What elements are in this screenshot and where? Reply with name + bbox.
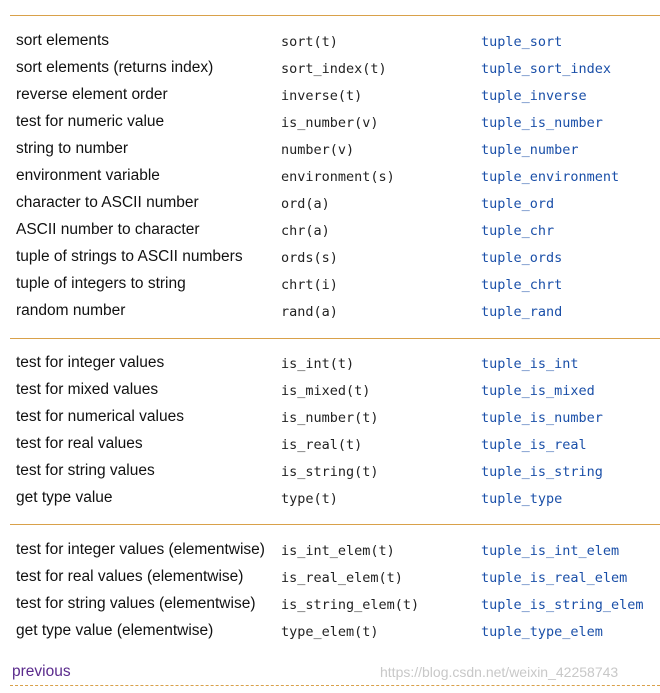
operator-link[interactable]: tuple_environment bbox=[481, 169, 620, 185]
table-row bbox=[16, 113, 656, 140]
description-cell: test for integer values (elementwise) bbox=[16, 541, 265, 558]
table-row bbox=[16, 381, 656, 408]
operator-cell: is_int_elem(t) bbox=[281, 543, 395, 559]
operator-cell: number(v) bbox=[281, 142, 355, 158]
section-divider bbox=[10, 338, 660, 339]
operator-link[interactable]: tuple_number bbox=[481, 142, 579, 158]
operator-cell: ord(a) bbox=[281, 196, 330, 212]
description-cell: test for string values (elementwise) bbox=[16, 595, 256, 612]
description-cell: test for integer values bbox=[16, 354, 165, 371]
description-cell: tuple of strings to ASCII numbers bbox=[16, 248, 243, 265]
table-row bbox=[16, 86, 656, 113]
table-row bbox=[16, 59, 656, 86]
previous-link[interactable]: previous bbox=[12, 663, 71, 680]
operator-cell: is_number(v) bbox=[281, 115, 379, 131]
operator-cell: environment(s) bbox=[281, 169, 395, 185]
operator-link[interactable]: tuple_is_int_elem bbox=[481, 543, 620, 559]
operator-link[interactable]: tuple_sort bbox=[481, 34, 563, 50]
description-cell: test for real values (elementwise) bbox=[16, 568, 244, 585]
operator-cell: is_mixed(t) bbox=[281, 383, 371, 399]
operator-cell: rand(a) bbox=[281, 304, 338, 320]
operator-link[interactable]: tuple_is_string bbox=[481, 464, 603, 480]
table-row bbox=[16, 140, 656, 167]
description-cell: ASCII number to character bbox=[16, 221, 200, 238]
operator-link[interactable]: tuple_is_number bbox=[481, 410, 603, 426]
table-row bbox=[16, 221, 656, 248]
description-cell: random number bbox=[16, 302, 126, 319]
description-cell: character to ASCII number bbox=[16, 194, 199, 211]
operator-link[interactable]: tuple_is_string_elem bbox=[481, 597, 644, 613]
description-cell: test for string values bbox=[16, 462, 155, 479]
operator-link[interactable]: tuple_chrt bbox=[481, 277, 563, 293]
table-row bbox=[16, 167, 656, 194]
description-cell: sort elements bbox=[16, 32, 110, 49]
description-cell: string to number bbox=[16, 140, 128, 157]
table-row bbox=[16, 568, 656, 595]
description-cell: reverse element order bbox=[16, 86, 168, 103]
operator-cell: type(t) bbox=[281, 491, 338, 507]
table-row bbox=[16, 489, 656, 516]
operator-cell: chr(a) bbox=[281, 223, 330, 239]
table-row bbox=[16, 275, 656, 302]
table-row bbox=[16, 541, 656, 568]
operator-cell: sort(t) bbox=[281, 34, 338, 50]
operator-link[interactable]: tuple_inverse bbox=[481, 88, 587, 104]
operator-link[interactable]: tuple_is_real_elem bbox=[481, 570, 628, 586]
operator-link[interactable]: tuple_chr bbox=[481, 223, 555, 239]
section-divider bbox=[10, 15, 660, 16]
operator-link[interactable]: tuple_is_number bbox=[481, 115, 603, 131]
table-row bbox=[16, 302, 656, 329]
operator-link[interactable]: tuple_is_real bbox=[481, 437, 587, 453]
description-cell: test for real values bbox=[16, 435, 143, 452]
operator-cell: is_number(t) bbox=[281, 410, 379, 426]
description-cell: sort elements (returns index) bbox=[16, 59, 214, 76]
operator-link[interactable]: tuple_type_elem bbox=[481, 624, 603, 640]
description-cell: test for mixed values bbox=[16, 381, 159, 398]
operator-cell: type_elem(t) bbox=[281, 624, 379, 640]
operator-link[interactable]: tuple_rand bbox=[481, 304, 563, 320]
operator-link[interactable]: tuple_ord bbox=[481, 196, 555, 212]
description-cell: get type value (elementwise) bbox=[16, 622, 214, 639]
description-cell: get type value bbox=[16, 489, 113, 506]
operator-link[interactable]: tuple_is_int bbox=[481, 356, 579, 372]
description-cell: test for numerical values bbox=[16, 408, 184, 425]
description-cell: environment variable bbox=[16, 167, 160, 184]
description-cell: tuple of integers to string bbox=[16, 275, 186, 292]
description-cell: test for numeric value bbox=[16, 113, 165, 130]
operator-link[interactable]: tuple_is_mixed bbox=[481, 383, 595, 399]
table-row bbox=[16, 32, 656, 59]
operator-cell: is_string(t) bbox=[281, 464, 379, 480]
operator-cell: is_real_elem(t) bbox=[281, 570, 403, 586]
operator-link[interactable]: tuple_sort_index bbox=[481, 61, 612, 77]
table-row bbox=[16, 194, 656, 221]
table-row bbox=[16, 622, 656, 649]
watermark-text: https://blog.csdn.net/weixin_42258743 bbox=[380, 664, 619, 680]
table-row bbox=[16, 408, 656, 435]
table-row bbox=[16, 248, 656, 275]
table-row bbox=[16, 595, 656, 622]
operator-cell: is_real(t) bbox=[281, 437, 363, 453]
operator-cell: ords(s) bbox=[281, 250, 338, 266]
section-divider bbox=[10, 524, 660, 525]
table-row bbox=[16, 462, 656, 489]
operator-cell: chrt(i) bbox=[281, 277, 338, 293]
footer-divider bbox=[10, 685, 660, 686]
operator-cell: inverse(t) bbox=[281, 88, 363, 104]
operator-cell: is_int(t) bbox=[281, 356, 355, 372]
operator-link[interactable]: tuple_type bbox=[481, 491, 563, 507]
operator-cell: is_string_elem(t) bbox=[281, 597, 420, 613]
table-row bbox=[16, 354, 656, 381]
operator-cell: sort_index(t) bbox=[281, 61, 387, 77]
operator-link[interactable]: tuple_ords bbox=[481, 250, 563, 266]
table-row bbox=[16, 435, 656, 462]
